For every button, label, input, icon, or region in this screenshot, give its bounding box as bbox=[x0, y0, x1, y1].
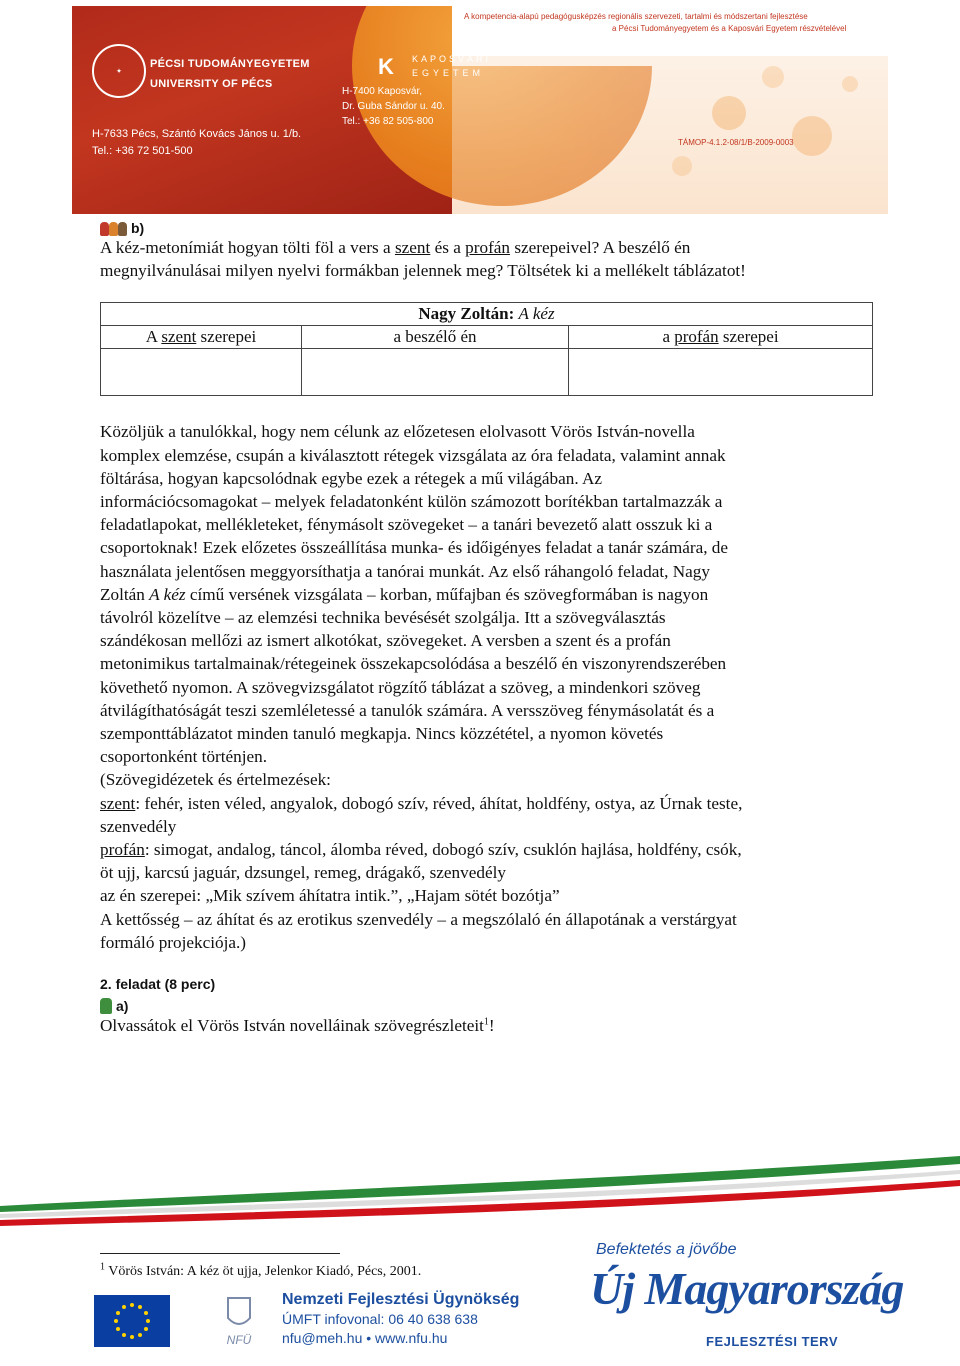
project-code: TÁMOP-4.1.2-08/1/B-2009-0003 bbox=[678, 138, 794, 147]
footnote: $^1$ Vörös István: A kéz öt ujja, Jelenkor Kiadó, Pécs, 2001. bbox=[100, 1261, 422, 1279]
footnote-separator bbox=[100, 1253, 340, 1254]
table-title-author: Nagy Zoltán: bbox=[418, 304, 519, 324]
plan-slogan: Befektetés a jövőbe bbox=[596, 1241, 737, 1258]
section-b-label-row bbox=[100, 220, 875, 236]
table-title bbox=[101, 303, 873, 326]
body-paragraph: Közöljük a tanulókkal, hogy nem célunk az előzetesen elolvasott Vörös István-novella komplex elemzése, csupán a kiválasztott rétegek vizsgálata az óra feladata, valamint annak föltárása, hogyan kapcsolódnak egybe ezek a rétegek a mű világában. Az információcsomagokat – melyek feladatonként külön számozott borítékban tartalmazzák a feladatlapokat, mellékleteket, fénymásolt szövegeket – a tanári bevezető alatt osszuk ki a csoportoknak! Ezek előzetes összeállítása munka- és időigényes feladat a tanár számára, de használata jelentősen meggyorsíthatja a tanórai munkát. Az első ráhangoló feladat, Nagy Zoltán A kéz című versének vizsgálata – korban, műfajban és szövegformában is nagyon távolról közelítve – az elemzési technika bevésését szolgálja. Itt a szövegválasztás szándékosan mellőzi az ismert alkotókat, szövegeket. A versben a szent és a profán metonimikus tartalmainak/rétegeinek összekapcsolódása a beszélő én viszonyrendszerében követhető nyomon. A szövegvizsgálatot rögzítő táblázat a szöveg, a mindenkori szöveg átvilágíthatóságát teszi szemléletessé a tanulók számára. A versszöveg fénymásolatát és a szemponttáblázatot minden tanuló megkapja. Nincs közzététel, a nyomon követés csoportonként történjen. (Szövegidézetek és értelmezések: szent: fehér, isten véled, angyalok, dobogó szív, réved, áhítat, holdfény, ostya, az Úrnak teste, szenvedély profán: simogat, andalog, táncol, álomba réved, dobogó szív, csuklón hajlása, holdfény, csók, öt ujj, karcsú jaguár, dzsungel, remeg, drágakő, szenvedély az én szerepei: „Mik szívem áhítatra intik.”, „Hajam sötét bozótja” A kettősség – az áhítat és az erotikus szenvedély – a megszólaló én állapotának a verstárgyat formáló projekciója.) bbox=[100, 422, 743, 952]
individual-work-icon bbox=[100, 998, 112, 1014]
table-title-work: A kéz bbox=[518, 304, 555, 324]
q-profan: profán bbox=[465, 238, 511, 257]
section-b-question bbox=[100, 236, 875, 282]
nfu-web: nfu@meh.hu • www.nfu.hu bbox=[282, 1330, 448, 1346]
header-tagline-1: A kompetencia-alapú pedagógusképzés regionális szervezeti, tartalmi és módszertani fejlesztése bbox=[464, 12, 808, 21]
task-2-label: a) bbox=[116, 998, 129, 1015]
nfu-phone: ÚMFT infovonal: 06 40 638 638 bbox=[282, 1311, 478, 1327]
footer-flag-stripes bbox=[0, 1150, 960, 1230]
task-2-heading: 2. feladat (8 perc) bbox=[100, 976, 216, 993]
pte-phone: Tel.: +36 72 501-500 bbox=[92, 145, 193, 157]
table-cell-beszelo[interactable] bbox=[302, 349, 569, 396]
pte-name-hu: PÉCSI TUDOMÁNYEGYETEM bbox=[150, 58, 310, 70]
pte-seal-logo: ✦ bbox=[92, 44, 146, 98]
analysis-table bbox=[100, 302, 873, 396]
task-2-text: Olvassátok el Vörös István novelláinak szövegrészleteit$^1$! bbox=[100, 1016, 495, 1036]
header-tagline-2: a Pécsi Tudományegyetem és a Kaposvári Egyetem részvételével bbox=[612, 24, 847, 33]
table-cell-szent[interactable] bbox=[101, 349, 302, 396]
ke-name-2: EGYETEM bbox=[412, 68, 485, 78]
footnote-ref[interactable]: 1 bbox=[483, 1016, 489, 1028]
table-header-szent: A szent szerepei bbox=[101, 326, 302, 349]
ke-name-1: KAPOSVÁRI bbox=[412, 54, 492, 64]
header-banner bbox=[72, 6, 888, 214]
q-part-1: A kéz-metonímiát hogyan tölti föl a vers a bbox=[100, 238, 395, 257]
table-header-beszelo: a beszélő én bbox=[302, 326, 569, 349]
nfu-title: Nemzeti Fejlesztési Ügynökség bbox=[282, 1291, 520, 1308]
plan-main-logo: Új Magyarország bbox=[590, 1263, 904, 1314]
section-b-label: b) bbox=[131, 220, 145, 236]
nfu-abbr: NFÜ bbox=[226, 1333, 252, 1347]
q-part-4: megnyilvánulásai milyen nyelvi formákban jelennek meg? Töltsétek ki a mellékelt táblázatot! bbox=[100, 261, 746, 281]
nfu-crest-icon bbox=[222, 1292, 256, 1350]
ke-logo-icon: K bbox=[378, 54, 394, 79]
ke-address-1: H-7400 Kaposvár, bbox=[342, 86, 423, 97]
q-szent: szent bbox=[394, 238, 431, 257]
task-2-label-row bbox=[100, 998, 875, 1014]
ke-phone: Tel.: +36 82 505-800 bbox=[342, 116, 434, 127]
document-body bbox=[100, 220, 875, 1037]
plan-subtitle: FEJLESZTÉSI TERV bbox=[706, 1334, 839, 1349]
q-part-3: szerepeivel? A beszélő én bbox=[510, 238, 691, 257]
table-header-profan: a profán szerepei bbox=[569, 326, 873, 349]
pte-name-en: UNIVERSITY OF PÉCS bbox=[150, 78, 273, 90]
eu-flag-icon bbox=[94, 1295, 170, 1347]
table-cell-profan[interactable] bbox=[569, 349, 873, 396]
ke-address-2: Dr. Guba Sándor u. 40. bbox=[342, 101, 445, 112]
group-work-icon bbox=[100, 222, 127, 236]
q-part-2: és a bbox=[430, 238, 466, 257]
pte-address: H-7633 Pécs, Szántó Kovács János u. 1/b. bbox=[92, 128, 302, 140]
